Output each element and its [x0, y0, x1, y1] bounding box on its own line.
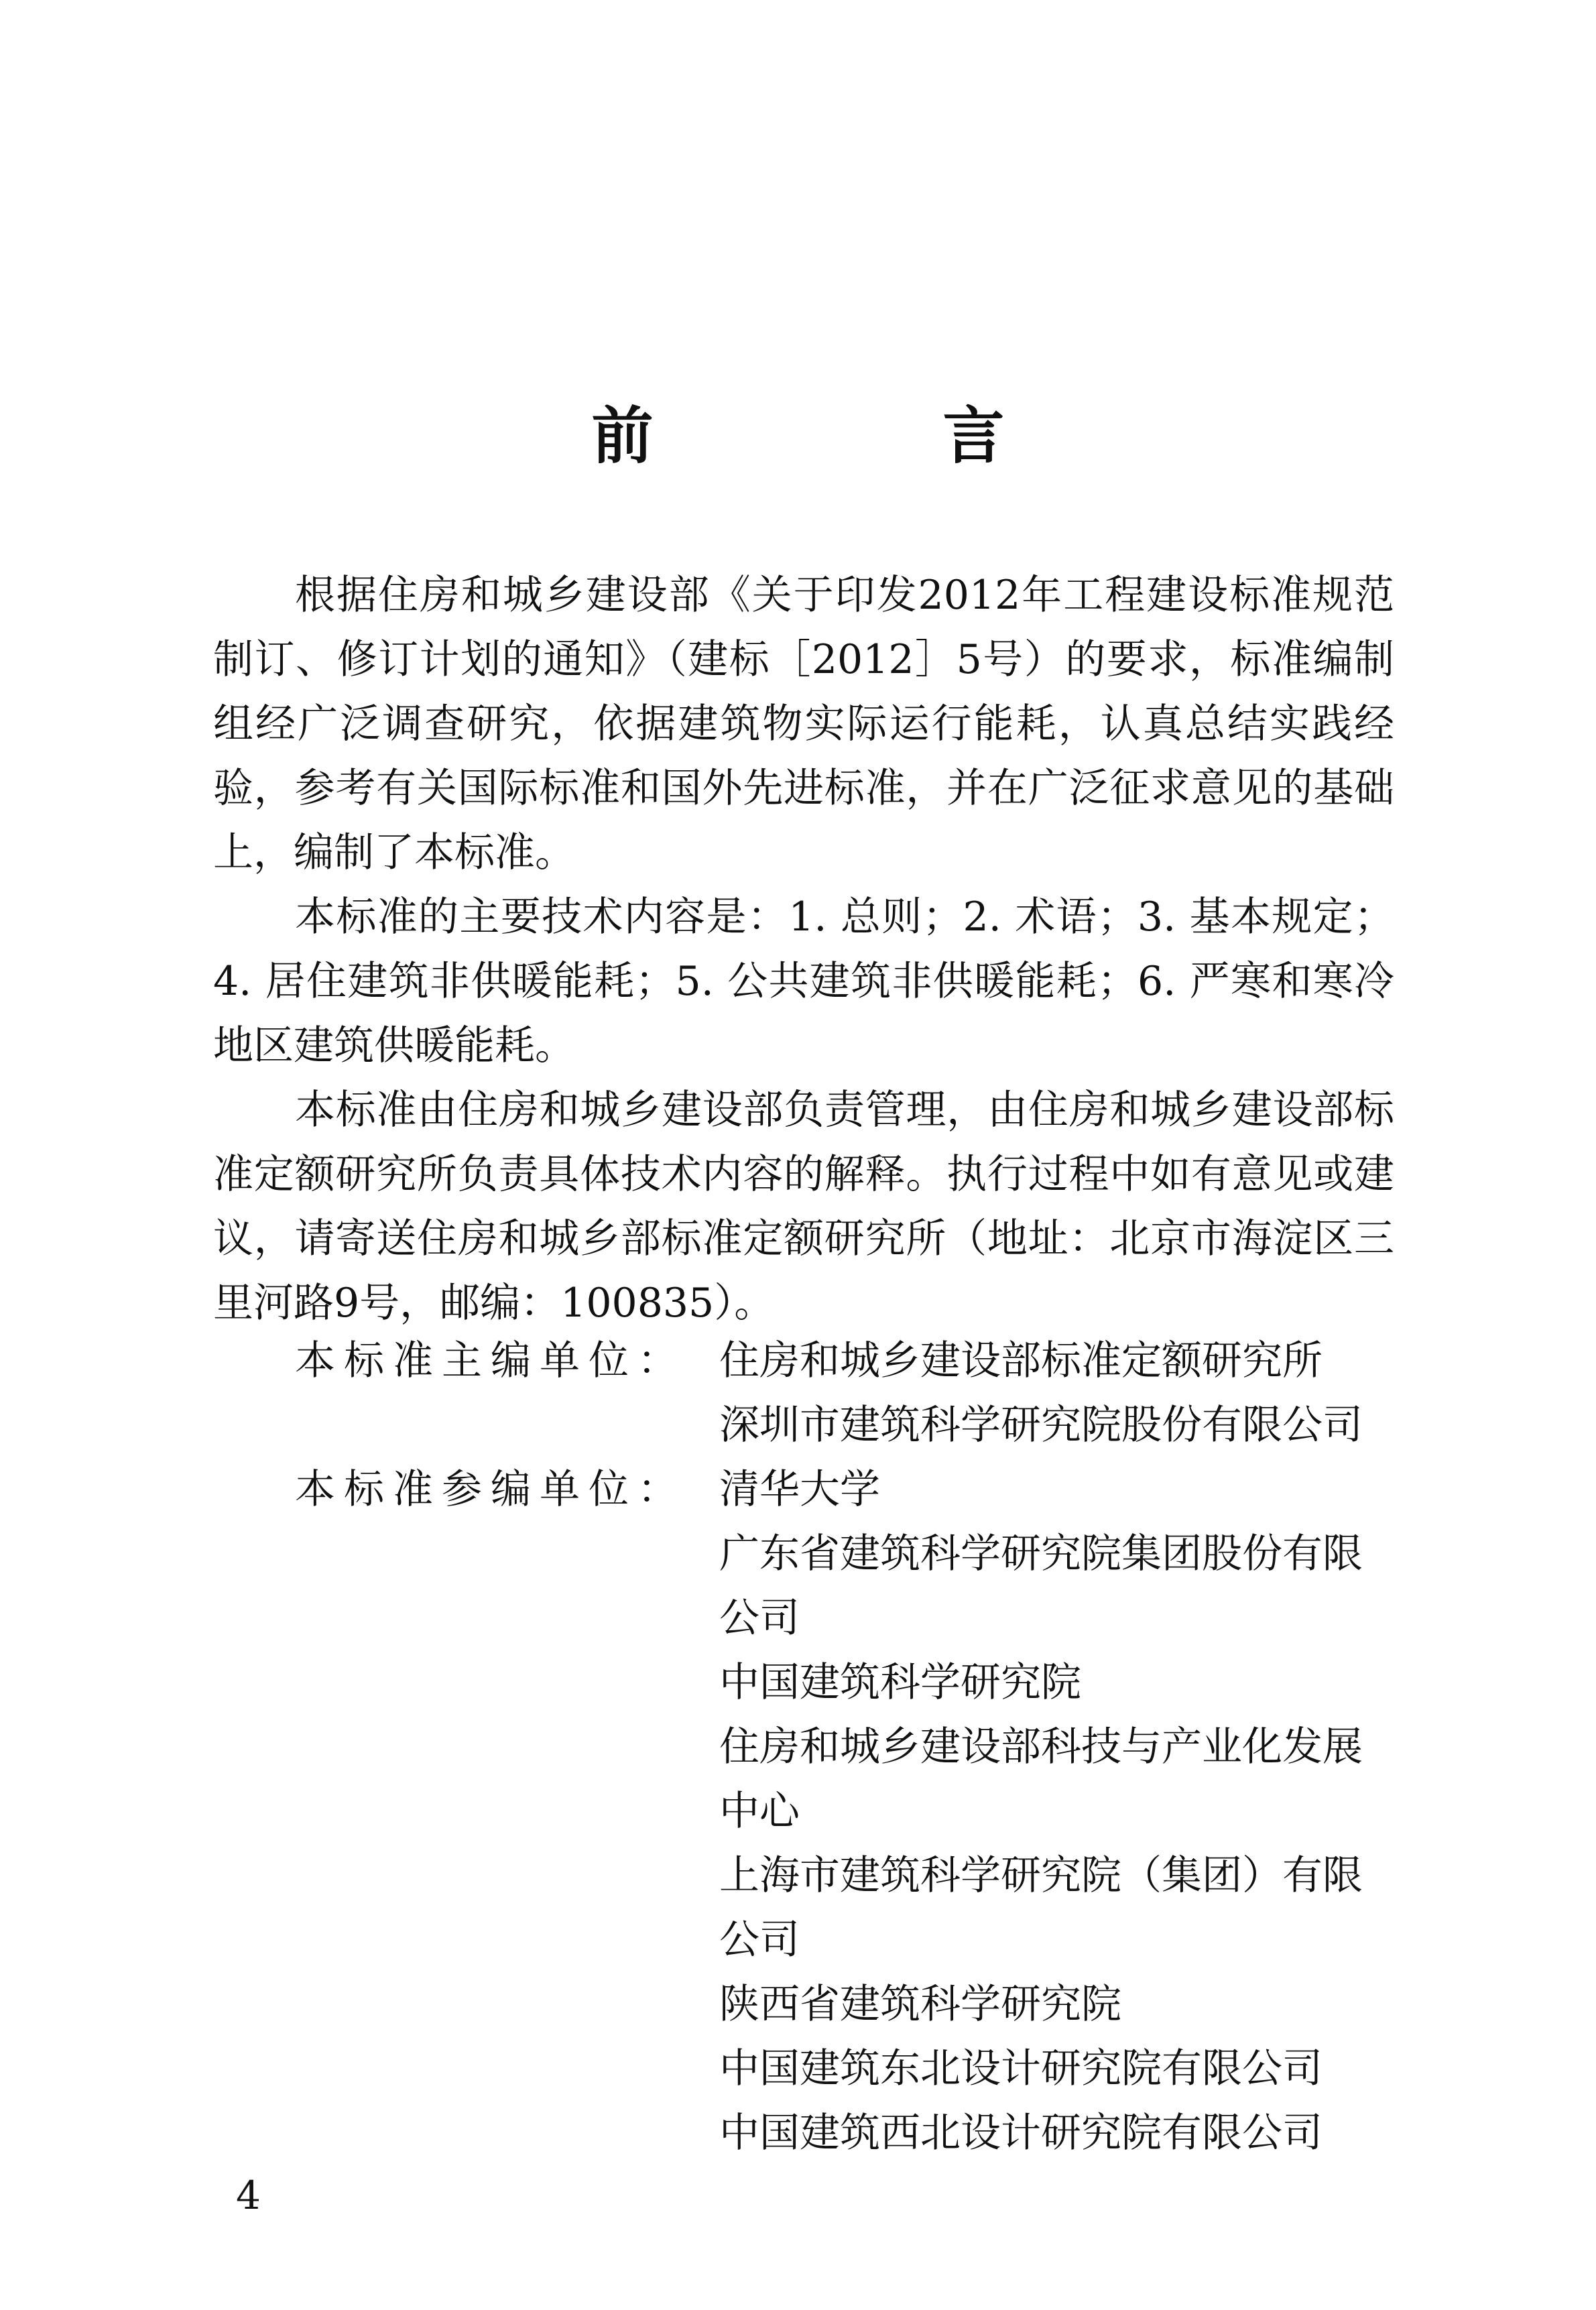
preface-body	[213, 563, 1394, 1335]
list-item: 清华大学	[719, 1466, 880, 1513]
page-number: 4	[236, 2173, 261, 2218]
list-item: 中国建筑西北设计研究院有限公司	[719, 2110, 1323, 2156]
paragraph-contents: 本标准的主要技术内容是：1. 总则；2. 术语；3. 基本规定；4. 居住建筑非供暖能耗；5. 公共建筑非供暖能耗；6. 严寒和寒冷地区建筑供暖能耗。	[213, 894, 1394, 1069]
chief-editors-list	[719, 1329, 1394, 1457]
list-item: 上海市建筑科学研究院（集团）有限公司	[719, 1852, 1363, 1963]
chief-editors-label: 本标准主编单位：	[295, 1337, 686, 1384]
list-item: 深圳市建筑科学研究院股份有限公司	[719, 1402, 1363, 1449]
list-item: 广东省建筑科学研究院集团股份有限公司	[719, 1530, 1363, 1642]
list-item: 中国建筑科学研究院	[719, 1659, 1081, 1706]
paragraph-management: 本标准由住房和城乡建设部负责管理，由住房和城乡建设部标准定额研究所负责具体技术内容的解释。执行过程中如有意见或建议，请寄送住房和城乡部标准定额研究所（地址：北京市海淀区三里河路9号，邮编：100835）。	[213, 1087, 1394, 1327]
participating-editors-list	[719, 1457, 1394, 2165]
paragraph-basis: 根据住房和城乡建设部《关于印发2012年工程建设标准规范制订、修订计划的通知》（建标［2012］5号）的要求，标准编制组经广泛调查研究，依据建筑物实际运行能耗，认真总结实践经验，参考有关国际标准和国外先进标准，并在广泛征求意见的基础上，编制了本标准。	[213, 572, 1394, 876]
participating-editors-group	[213, 1457, 1394, 2165]
list-item: 住房和城乡建设部标准定额研究所	[719, 1337, 1323, 1384]
editing-units	[213, 1329, 1394, 2165]
page-title: 前 言	[591, 400, 1119, 472]
list-item: 住房和城乡建设部科技与产业化发展中心	[719, 1723, 1363, 1835]
chief-editors-group	[213, 1329, 1394, 1457]
participating-editors-label: 本标准参编单位：	[295, 1466, 686, 1513]
list-item: 中国建筑东北设计研究院有限公司	[719, 2045, 1323, 2092]
list-item: 陕西省建筑科学研究院	[719, 1981, 1121, 2028]
